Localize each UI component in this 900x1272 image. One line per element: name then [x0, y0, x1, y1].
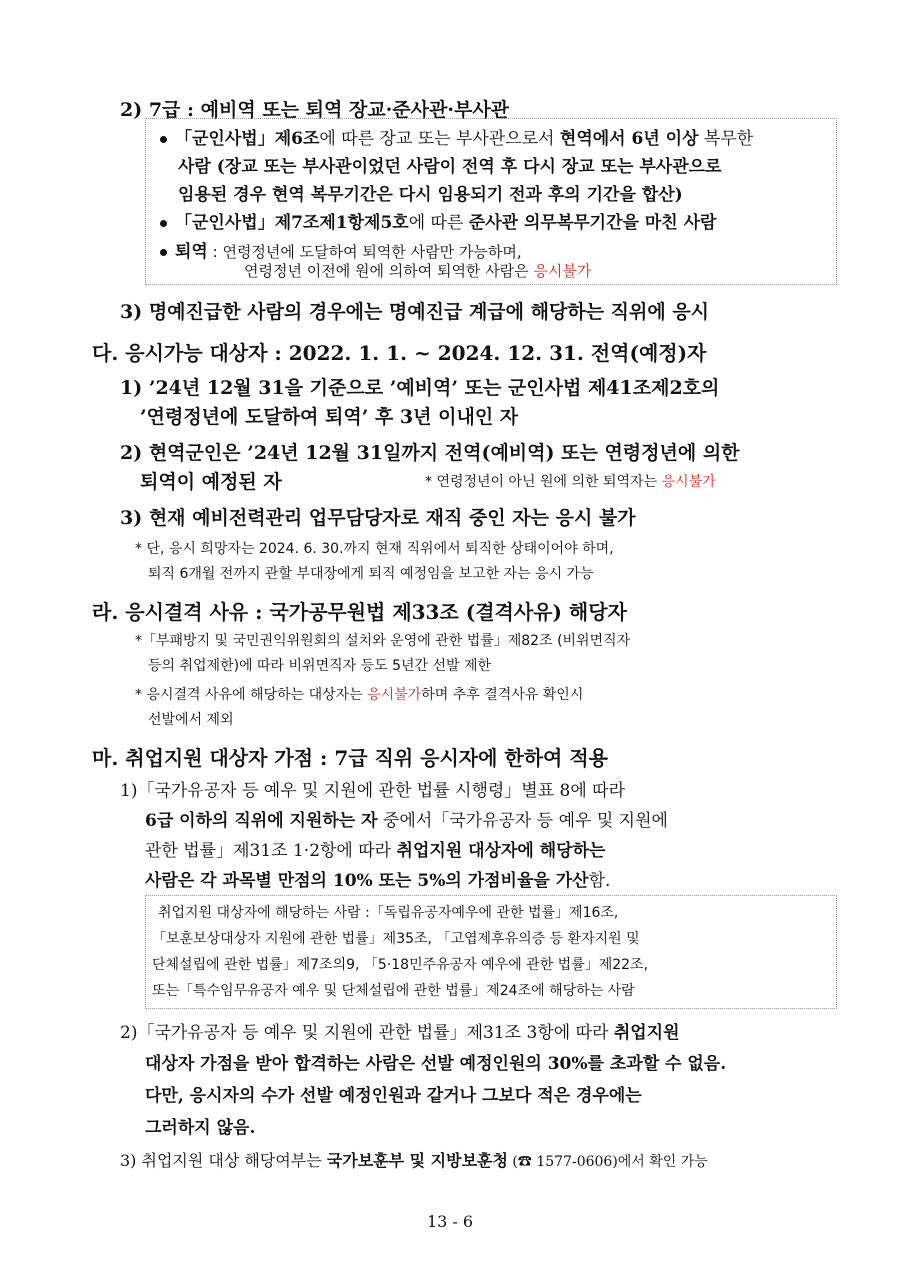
- red-text: 응시불가: [661, 474, 716, 490]
- emphasis: 사람은 각 과목별 만점의 10% 또는 5%의 가점비율을 가산: [145, 871, 589, 891]
- ma-item-3: [120, 1148, 708, 1171]
- bullet-icon: [160, 136, 167, 143]
- text: * 응시결격 사유: [135, 687, 233, 703]
- bullet-1-line-3: 임용된 경우 현역 복무기간은 다시 임용되기 전과 후의 기간을 합산): [178, 185, 683, 205]
- section-ra-title: 라. 응시결격 사유 : 국가공무원법 제33조 (결격사유) 해당자: [92, 600, 627, 624]
- ra-note-2-line-2: 선발에서 제외: [148, 712, 234, 728]
- law-ref: 「군인사법」제7조제1항제5호: [175, 213, 409, 233]
- da-item-3-note-2: 퇴직 6개월 전까지 관할 부대장에게 퇴직 예정임을 보고한 자는 응시 가능: [148, 566, 594, 582]
- da-item-2-line-1: 2) 현역군인은 ’24년 12월 31일까지 전역(예비역) 또는 연령정년에 의한: [120, 442, 740, 464]
- ma-item-2-line-1: [120, 1018, 680, 1043]
- text: 하며 추후 결격사유 확인시: [421, 687, 584, 703]
- da-item-1-line-2: ’연령정년에 도달하여 퇴역’ 후 3년 이내인 자: [140, 406, 519, 428]
- section-ma-title: 마. 취업지원 대상자 가점 : 7급 직위 응시자에 한하여 적용: [92, 746, 608, 770]
- text: 3) 취업지원 대상 해당여부는: [120, 1151, 327, 1170]
- ma-item-1-line-2: [145, 806, 668, 831]
- box-line-3: 단체설립에 관한 법률」제7조의9, 「5·18민주유공자 예우에 관한 법률」제22조,: [152, 957, 649, 973]
- text: 복무한: [698, 129, 754, 149]
- ra-note-1-line-1: *「부패방지 및 국민권익위원회의 설치와 운영에 관한 법률」제82조 (비위면직자: [135, 633, 631, 649]
- ma-item-1-line-4: [145, 866, 610, 891]
- text: 함.: [588, 871, 611, 891]
- law-ref: 「군인사법」제6조: [175, 129, 320, 149]
- text: 에 따른: [408, 213, 469, 233]
- text: 에 따른 장교 또는 부사관으로서: [319, 129, 560, 149]
- da-item-1-line-1: 1) ’24년 12월 31을 기준으로 ’예비역’ 또는 군인사법 제41조제2호의: [120, 377, 720, 399]
- page-number: 13 - 6: [426, 1212, 474, 1231]
- red-text: 응시불가: [367, 687, 422, 703]
- bullet-1-line-1: [160, 124, 753, 149]
- section-2-heading: 2) 7급 : 예비역 또는 퇴역 장교·준사관·부사관: [120, 99, 510, 121]
- text: * 연령정년이 아닌 원에 의한 퇴역자는: [425, 474, 662, 490]
- emphasis: 퇴역: [175, 242, 208, 262]
- bullet-3-line-1: [160, 237, 522, 262]
- bullet-1-line-2: 사람 (장교 또는 부사관이었던 사람이 전역 후 다시 장교 또는 부사관으로: [178, 157, 722, 177]
- box-line-4: 또는「특수임무유공자 예우 및 단체설립에 관한 법률」제24조에 해당하는 사람: [152, 983, 635, 999]
- bullet-icon: [160, 249, 167, 256]
- ma-item-2-line-4: 그러하지 않음.: [145, 1118, 256, 1138]
- bullet-icon: [160, 220, 167, 227]
- ma-item-1-line-1: 1)「국가유공자 등 예우 및 지원에 관한 법률 시행령」별표 8에 따라: [120, 781, 626, 801]
- box-line-1: 취업지원 대상자에 해당하는 사람 :「독립유공자예우에 관한 법률」제16조,: [158, 905, 619, 921]
- emphasis: 국가보훈부 및 지방보훈청: [326, 1151, 508, 1170]
- emphasis: 준사관 의무복무기간을 마친 사람: [468, 213, 717, 233]
- emphasis: 취업지원 대상자에 해당하는: [396, 841, 606, 861]
- text: 연령정년 이전에 원에 의하여 퇴역한 사람은: [244, 262, 534, 280]
- box-line-2: 「보훈보상대상자 지원에 관한 법률」제35조, 「고엽제후유의증 등 환자지원 및: [152, 931, 640, 947]
- emphasis: 취업지원: [613, 1023, 680, 1043]
- bullet-3-line-2: [244, 260, 591, 281]
- ma-item-2-line-2: 대상자 가점을 받아 합격하는 사람은 선발 예정인원의 30%를 초과할 수 없음.: [145, 1054, 727, 1074]
- text: 2)「국가유공자 등 예우 및 지원에 관한 법률」제31조 3항에 따라: [120, 1023, 614, 1043]
- bullet-2: [160, 208, 716, 233]
- emphasis: 6급 이하의 직위에 지원하는 자: [145, 811, 378, 831]
- emphasis: 현역에서 6년 이상: [559, 129, 699, 149]
- ma-item-2-line-3: 다만, 응시자의 수가 선발 예정인원과 같거나 그보다 적은 경우에는: [145, 1086, 642, 1106]
- text: : 연령정년에 도달하여 퇴역한 사람만 가능하며,: [207, 243, 522, 261]
- text: 에 해당하는 대상자는: [232, 687, 368, 703]
- da-item-3-note-1: * 단, 응시 희망자는 2024. 6. 30.까지 현재 직위에서 퇴직한 상태이어야 하며,: [135, 541, 614, 557]
- red-text: 응시불가: [533, 262, 592, 280]
- ra-note-1-line-2: 등의 취업제한)에 따라 비위면직자 등도 5년간 선발 제한: [148, 658, 492, 674]
- ra-note-2-line-1: [135, 684, 583, 704]
- ma-item-1-line-3: [145, 836, 605, 861]
- section-da-title: 다. 응시가능 대상자 : 2022. 1. 1. ~ 2024. 12. 31. 전역(예정)자: [92, 341, 707, 365]
- phone-text: (☎ 1577-0606)에서 확인 가능: [507, 1154, 708, 1170]
- da-item-3: 3) 현재 예비전력관리 업무담당자로 재직 중인 자는 응시 불가: [120, 507, 636, 529]
- text: 관한 법률」제31조 1·2항에 따라: [145, 841, 397, 861]
- text: 중에서「국가유공자 등 예우 및 지원에: [377, 811, 668, 831]
- da-item-2-line-2: 퇴역이 예정된 자: [140, 471, 282, 493]
- section-3-heading: 3) 명예진급한 사람의 경우에는 명예진급 계급에 해당하는 직위에 응시: [120, 301, 710, 323]
- da-item-2-note: [425, 471, 716, 491]
